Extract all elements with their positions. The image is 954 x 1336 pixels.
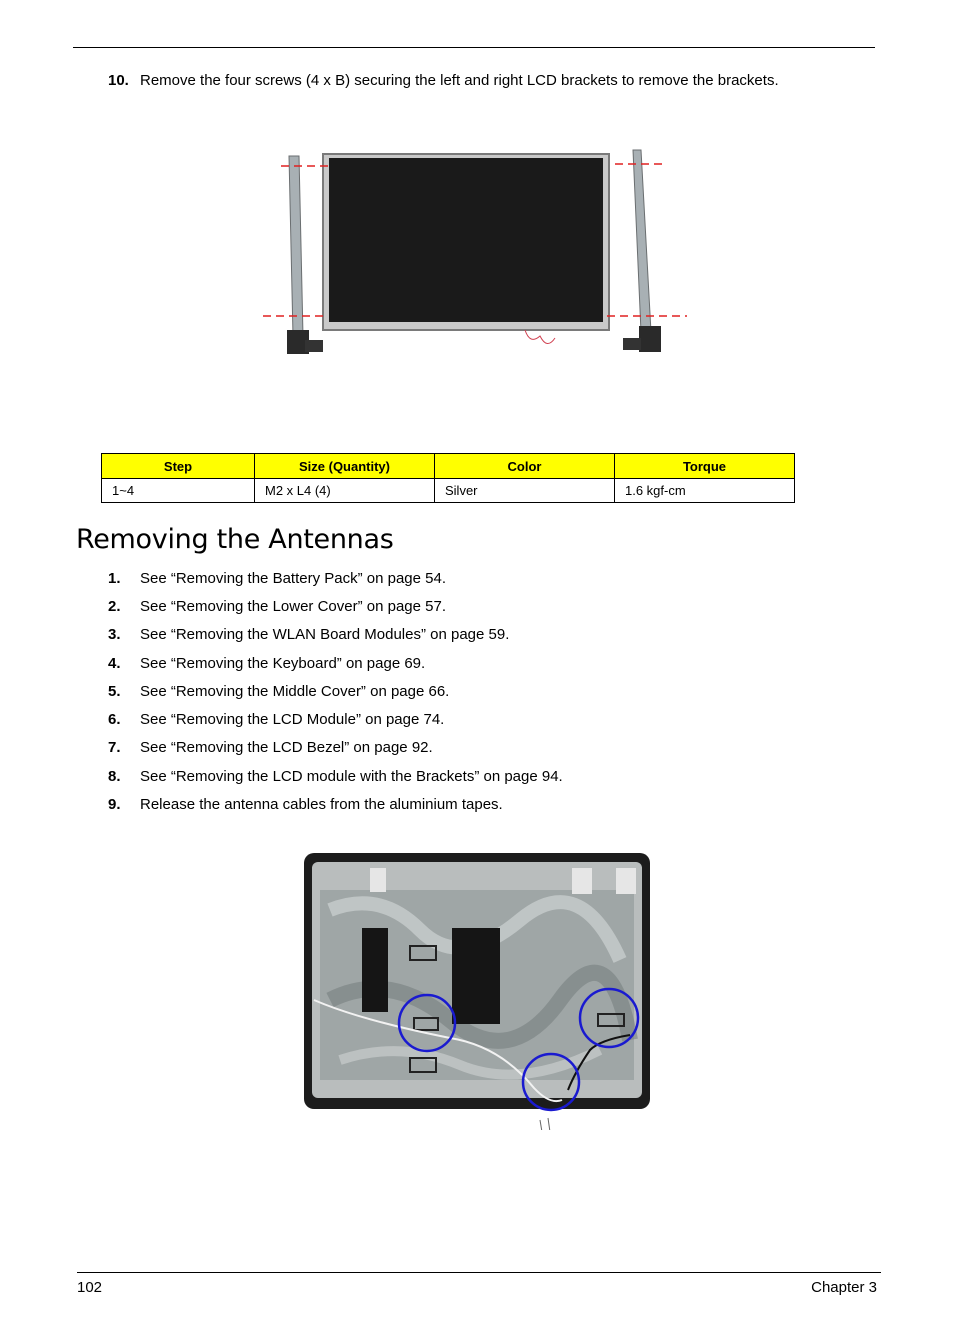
step-number: 4. [108,655,121,672]
step-6 [108,711,444,729]
step-number: 3. [108,626,121,643]
header-color: Color [435,454,615,479]
cell-color: Silver [435,479,615,503]
step-text: See “Removing the WLAN Board Modules” on page 59. [140,626,510,643]
step-number: 7. [108,739,121,756]
cell-size: M2 x L4 (4) [255,479,435,503]
step-number: 6. [108,711,121,728]
page-number: 102 [77,1279,103,1296]
step-text: See “Removing the LCD module with the Brackets” on page 94. [140,768,563,785]
step-4 [108,655,425,673]
step-2 [108,598,446,616]
step-number: 5. [108,683,121,700]
step-9 [108,796,503,814]
chapter-label: Chapter 3 [811,1279,877,1296]
header-rule [73,47,875,48]
table-header-row [102,454,795,479]
lcd-cover-antenna-figure [300,850,656,1130]
table-row [102,479,795,503]
step-text: Release the antenna cables from the aluminium tapes. [140,796,503,813]
step-text: See “Removing the Keyboard” on page 69. [140,655,426,672]
step-7 [108,739,433,757]
header-step: Step [102,454,255,479]
step-text: See “Removing the LCD Bezel” on page 92. [140,739,433,756]
step-number: 2. [108,598,121,615]
footer-rule [77,1272,881,1273]
step-10 [108,72,779,90]
screw-table [101,453,795,503]
step-number: 9. [108,796,121,813]
cell-step: 1~4 [102,479,255,503]
step-text: See “Removing the Middle Cover” on page 66. [140,683,450,700]
lcd-brackets-figure [255,140,695,370]
cell-torque: 1.6 kgf-cm [615,479,795,503]
step-5 [108,683,449,701]
step-text: See “Removing the Battery Pack” on page 54. [140,570,447,587]
step-number: 10. [108,72,129,89]
step-8 [108,768,563,786]
step-text: See “Removing the Lower Cover” on page 57. [140,598,447,615]
step-number: 1. [108,570,121,587]
step-3 [108,626,509,644]
step-1 [108,570,446,588]
step-number: 8. [108,768,121,785]
header-torque: Torque [615,454,795,479]
step-text: Remove the four screws (4 x B) securing the left and right LCD brackets to remove the brackets. [140,72,779,89]
step-text: See “Removing the LCD Module” on page 74. [140,711,445,728]
header-size: Size (Quantity) [255,454,435,479]
section-title: Removing the Antennas [76,524,394,555]
